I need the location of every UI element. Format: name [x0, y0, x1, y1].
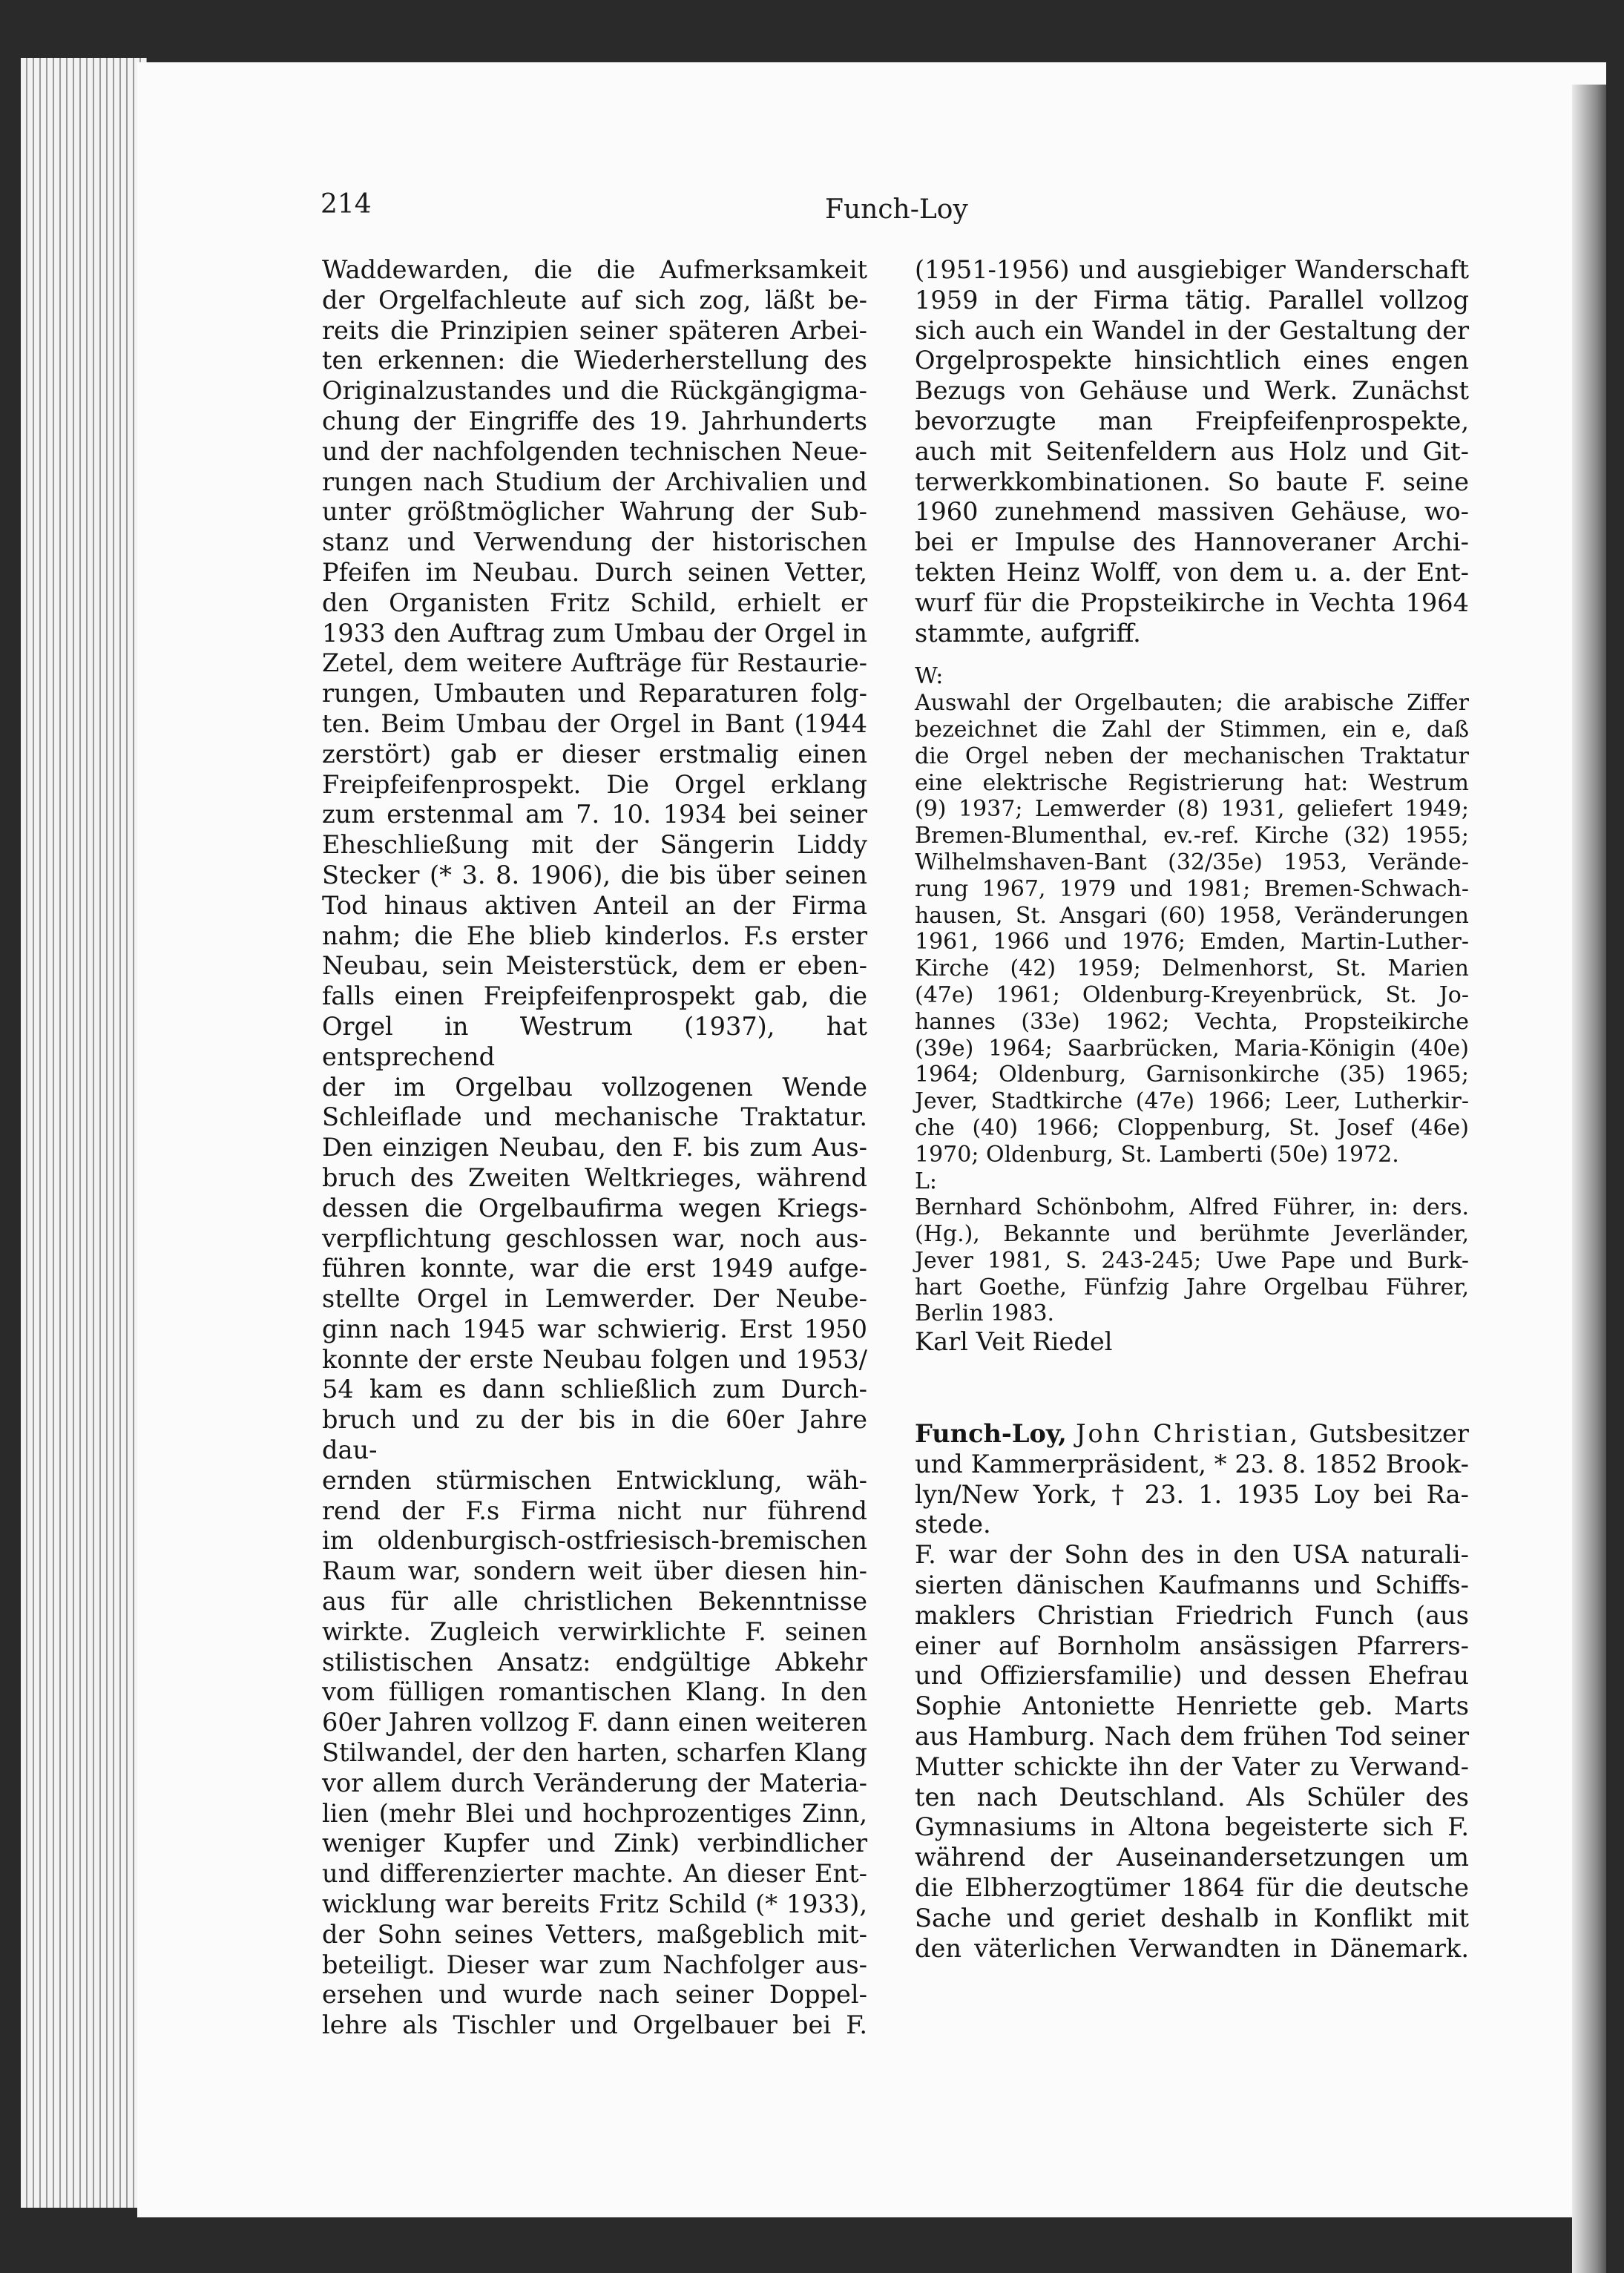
text-line: nahm; die Ehe blieb kinderlos. F.s erster: [322, 921, 867, 950]
text-line: aus für alle christlichen Bekenntnisse: [322, 1587, 867, 1616]
text-line: aus Hamburg. Nach dem frühen Tod seiner: [915, 1722, 1469, 1751]
text-line: die Orgel neben der mechanischen Traktatur: [915, 743, 1469, 769]
text-line: (47e) 1961; Oldenburg-Kreyenbrück, St. Jo-: [915, 981, 1469, 1008]
text-line: und Kammerpräsident, * 23. 8. 1852 Brook-: [915, 1449, 1469, 1478]
text-line: Eheschließung mit der Sängerin Liddy: [322, 830, 867, 860]
text-line: bruch und zu der bis in die 60er Jahre dau-: [322, 1405, 867, 1465]
text-line: Stecker (* 3. 8. 1906), die bis über seinen: [322, 860, 867, 889]
text-line: Waddewarden, die die Aufmerksamkeit: [322, 255, 867, 284]
text-line: Auswahl der Orgelbauten; die arabische Ziffer: [915, 690, 1469, 717]
text-line: 1961, 1966 und 1976; Emden, Martin-Luther-: [915, 929, 1469, 955]
text-line: Bernhard Schönbohm, Alfred Führer, in: ders.: [915, 1194, 1469, 1221]
text-line: der Orgelfachleute auf sich zog, läßt be-: [322, 285, 867, 315]
text-line: terwerkkombinationen. So baute F. seine: [915, 467, 1469, 496]
text-line: rung 1967, 1979 und 1981; Bremen-Schwach-: [915, 875, 1469, 902]
text-line: der im Orgelbau vollzogenen Wende: [322, 1072, 867, 1102]
text-line: Jever 1981, S. 243-245; Uwe Pape und Burk-: [915, 1247, 1469, 1274]
entry-given-names: John Christian,: [1076, 1419, 1301, 1449]
works-label: W:: [915, 663, 944, 690]
text-line: 60er Jahren vollzog F. dann einen weiteren: [322, 1708, 867, 1737]
text-line: rungen, Umbauten und Reparaturen folg-: [322, 679, 867, 708]
text-line: vor allem durch Veränderung der Materia-: [322, 1768, 867, 1797]
text-line: lien (mehr Blei und hochprozentiges Zinn,: [322, 1798, 867, 1828]
text-line: und Offiziersfamilie) und dessen Ehefrau: [915, 1661, 1469, 1691]
text-line: (39e) 1964; Saarbrücken, Maria-Königin (40e): [915, 1035, 1469, 1062]
text-line: Sophie Antoniette Henriette geb. Marts: [915, 1691, 1469, 1721]
entry-occupation: Gutsbesitzer: [1309, 1419, 1469, 1449]
text-line: wurf für die Propsteikirche in Vechta 1964: [915, 588, 1469, 617]
text-line: Kirche (42) 1959; Delmenhorst, St. Marien: [915, 955, 1469, 982]
book-page-edges: [21, 58, 147, 2208]
text-line: Freipfeifenprospekt. Die Orgel erklang: [322, 769, 867, 799]
text-line: 1960 zunehmend massiven Gehäuse, wo-: [915, 497, 1469, 527]
text-line: F. war der Sohn des in den USA naturali-: [915, 1540, 1469, 1570]
text-line: Zetel, dem weitere Aufträge für Restaurie-: [322, 648, 867, 678]
text-line: und der nachfolgenden technischen Neue-: [322, 436, 867, 466]
text-line: im oldenburgisch-ostfriesisch-bremischen: [322, 1526, 867, 1556]
text-line: Raum war, sondern weit über diesen hin-: [322, 1556, 867, 1586]
text-line: wirkte. Zugleich verwirklichte F. seinen: [322, 1616, 867, 1646]
literature-label: L:: [915, 1168, 938, 1194]
text-line: und differenzierter machte. An dieser Ent-: [322, 1859, 867, 1889]
running-title: Funch-Loy: [825, 194, 968, 225]
left-column: [322, 255, 867, 2041]
text-line: tekten Heinz Wolff, von dem u. a. der Ent-: [915, 557, 1469, 587]
text-line: 1933 den Auftrag zum Umbau der Orgel in: [322, 618, 867, 648]
text-line: Wilhelmshaven-Bant (32/35e) 1953, Verände-: [915, 849, 1469, 875]
text-line: der Sohn seines Vetters, maßgeblich mit-: [322, 1919, 867, 1949]
text-line: sierten dänischen Kaufmanns und Schiffs-: [915, 1570, 1469, 1600]
text-line: auch mit Seitenfeldern aus Holz und Git-: [915, 436, 1469, 466]
text-line: weniger Kupfer und Zink) verbindlicher: [322, 1829, 867, 1858]
text-line: 1964; Oldenburg, Garnisonkirche (35) 1965;: [915, 1062, 1469, 1088]
text-line: bevorzugte man Freipfeifenprospekte,: [915, 406, 1469, 435]
text-line: sich auch ein Wandel in der Gestaltung der: [915, 315, 1469, 345]
text-line: konnte der erste Neubau folgen und 1953/: [322, 1344, 867, 1374]
text-line: bezeichnet die Zahl der Stimmen, ein e, daß: [915, 716, 1469, 743]
text-line: maklers Christian Friedrich Funch (aus: [915, 1600, 1469, 1630]
text-line: hart Goethe, Fünfzig Jahre Orgelbau Führer,: [915, 1274, 1469, 1300]
text-line: wicklung war bereits Fritz Schild (* 1933),: [322, 1889, 867, 1919]
text-line: reits die Prinzipien seiner späteren Arbei-: [322, 315, 867, 345]
text-line: Mutter schickte ihn der Vater zu Verwand-: [915, 1751, 1469, 1781]
text-line: unter größtmöglicher Wahrung der Sub-: [322, 497, 867, 527]
text-line: stilistischen Ansatz: endgültige Abkehr: [322, 1647, 867, 1677]
text-line: Jever, Stadtkirche (47e) 1966; Leer, Lutherkir-: [915, 1088, 1469, 1115]
text-line: Den einzigen Neubau, den F. bis zum Aus-: [322, 1133, 867, 1162]
text-line: che (40) 1966; Cloppenburg, St. Josef (46e): [915, 1114, 1469, 1141]
text-line: Originalzustandes und die Rückgängigma-: [322, 376, 867, 406]
text-line: stammte, aufgriff.: [915, 618, 1141, 648]
text-line: einer auf Bornholm ansässigen Pfarrers-: [915, 1631, 1469, 1660]
text-line: eine elektrische Registrierung hat: Westrum: [915, 769, 1469, 796]
text-line: 54 kam es dann schließlich zum Durch-: [322, 1375, 867, 1404]
text-line: Bezugs von Gehäuse und Werk. Zunächst: [915, 376, 1469, 406]
text-line: die Elbherzogtümer 1864 für die deutsche: [915, 1873, 1469, 1903]
text-line: ten erkennen: die Wiederherstellung des: [322, 346, 867, 375]
text-line: chung der Eingriffe des 19. Jahrhunderts: [322, 406, 867, 435]
text-line: (Hg.), Bekannte und berühmte Jeverländer,: [915, 1221, 1469, 1248]
text-line: Sache und geriet deshalb in Konflikt mit: [915, 1903, 1469, 1932]
text-line: den Organisten Fritz Schild, erhielt er: [322, 588, 867, 617]
text-line: lehre als Tischler und Orgelbauer bei F.: [322, 2010, 867, 2040]
text-line: ginn nach 1945 war schwierig. Erst 1950: [322, 1314, 867, 1343]
text-line: ersehen und wurde nach seiner Doppel-: [322, 1980, 867, 2010]
text-line: Neubau, sein Meisterstück, dem er eben-: [322, 951, 867, 981]
page-number: 214: [320, 189, 372, 220]
text-line: rungen nach Studium der Archivalien und: [322, 467, 867, 496]
text-line: Pfeifen im Neubau. Durch seinen Vetter,: [322, 557, 867, 587]
text-line: Bremen-Blumenthal, ev.-ref. Kirche (32) 1955;: [915, 823, 1469, 849]
text-line: (1951-1956) und ausgiebiger Wanderschaft: [915, 255, 1469, 284]
text-line: beteiligt. Dieser war zum Nachfolger aus-: [322, 1950, 867, 1979]
text-line: ernden stürmischen Entwicklung, wäh-: [322, 1465, 867, 1495]
text-line: hannes (33e) 1962; Vechta, Propsteikirche: [915, 1008, 1469, 1035]
text-line: 1959 in der Firma tätig. Parallel vollzog: [915, 285, 1469, 315]
text-line: falls einen Freipfeifenprospekt gab, die: [322, 981, 867, 1011]
text-line: stellte Orgel in Lemwerder. Der Neube-: [322, 1284, 867, 1314]
text-line: Tod hinaus aktiven Anteil an der Firma: [322, 890, 867, 920]
text-line: (9) 1937; Lemwerder (8) 1931, geliefert 1949;: [915, 796, 1469, 823]
text-line: Orgel in Westrum (1937), hat entsprechend: [322, 1011, 867, 1071]
text-line: Stilwandel, der den harten, scharfen Klang: [322, 1738, 867, 1768]
text-line: Schleiflade und mechanische Traktatur.: [322, 1102, 867, 1132]
text-line: hausen, St. Ansgari (60) 1958, Veränderungen: [915, 902, 1469, 929]
text-line: 1970; Oldenburg, St. Lamberti (50e) 1972.: [915, 1141, 1399, 1168]
works-section: [915, 663, 1469, 1327]
article-author: Karl Veit Riedel: [915, 1327, 1113, 1357]
text-line: zum erstenmal am 7. 10. 1934 bei seiner: [322, 800, 867, 829]
text-line: dessen die Orgelbaufirma wegen Kriegs-: [322, 1193, 867, 1223]
book-spine-shadow: [1572, 85, 1606, 2273]
text-line: rend der F.s Firma nicht nur führend: [322, 1496, 867, 1525]
text-line: vom fülligen romantischen Klang. In den: [322, 1677, 867, 1707]
text-line: ten nach Deutschland. Als Schüler des: [915, 1782, 1469, 1812]
text-line: stede.: [915, 1510, 991, 1539]
entry-heading-line: [915, 1418, 1469, 1450]
right-column: [915, 255, 1469, 1964]
text-line: ten. Beim Umbau der Orgel in Bant (1944: [322, 708, 867, 738]
text-line: verpflichtung geschlossen war, noch aus-: [322, 1223, 867, 1253]
text-line: stanz und Verwendung der historischen: [322, 527, 867, 557]
text-line: bruch des Zweiten Weltkrieges, während: [322, 1162, 867, 1192]
text-line: lyn/New York, † 23. 1. 1935 Loy bei Ra-: [915, 1479, 1469, 1509]
text-line: den väterlichen Verwandten in Dänemark.: [915, 1933, 1469, 1963]
text-line: Gymnasiums in Altona begeisterte sich F.: [915, 1812, 1469, 1842]
text-line: führen konnte, war die erst 1949 aufge-: [322, 1254, 867, 1283]
text-line: bei er Impulse des Hannoveraner Archi-: [915, 527, 1469, 557]
text-line: Berlin 1983.: [915, 1300, 1055, 1327]
text-line: zerstört) gab er dieser erstmalig einen: [322, 739, 867, 769]
text-line: Orgelprospekte hinsichtlich eines engen: [915, 346, 1469, 375]
entry-headword: Funch-Loy,: [915, 1418, 1067, 1449]
text-line: während der Auseinandersetzungen um: [915, 1843, 1469, 1872]
